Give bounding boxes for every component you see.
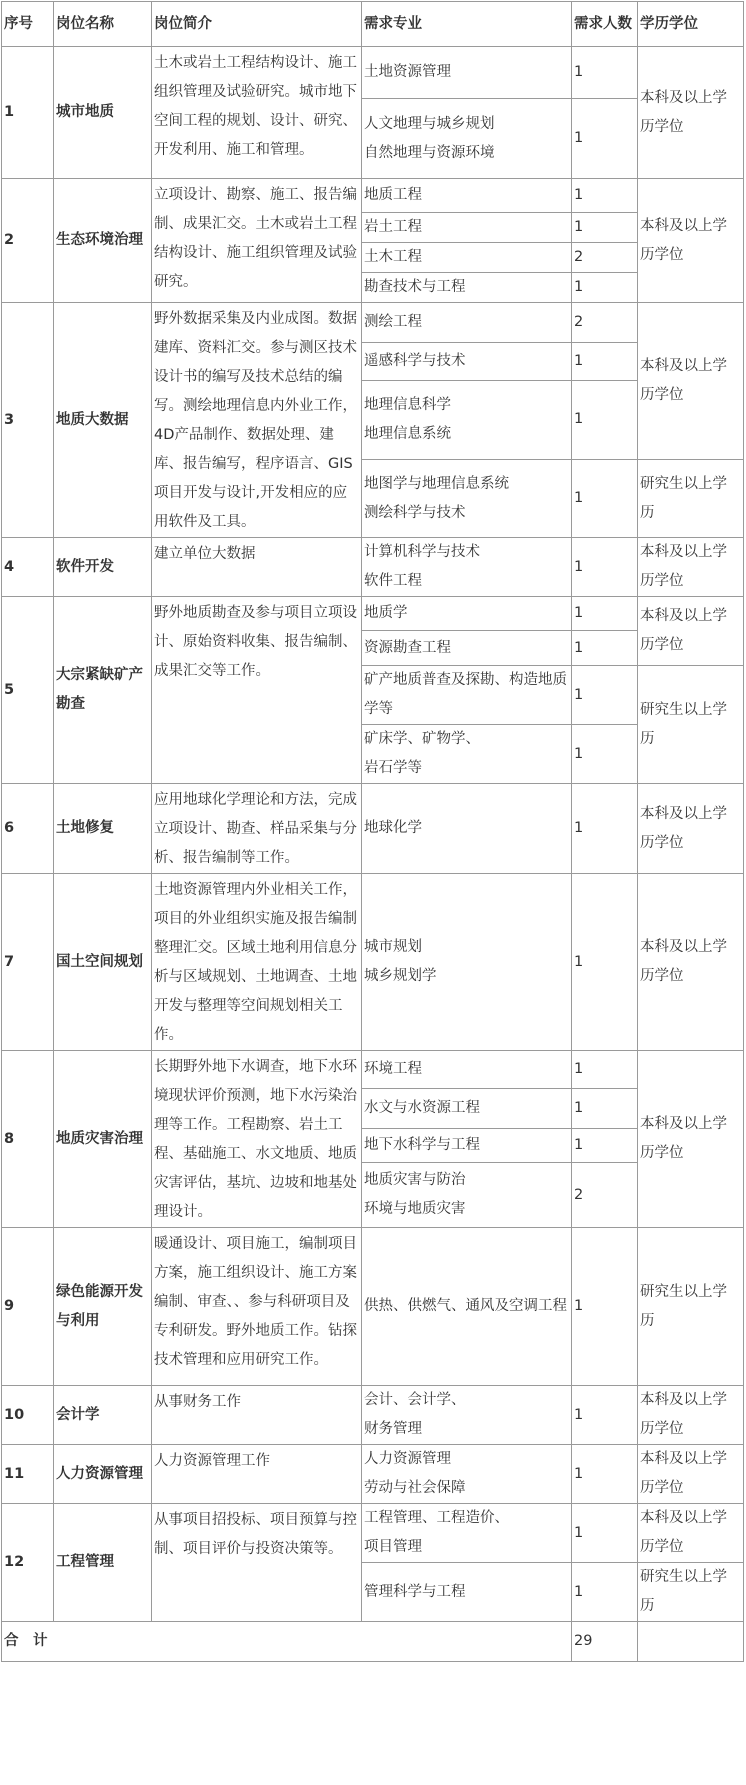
major-line: 地质工程 — [364, 187, 422, 203]
header-degree: 学历学位 — [638, 2, 744, 47]
required-count: 1 — [572, 1445, 638, 1504]
required-count: 2 — [572, 243, 638, 273]
position-name: 软件开发 — [54, 538, 152, 597]
recruitment-table — [1, 1, 744, 1662]
major-line: 土地资源管理 — [364, 64, 451, 80]
required-count: 1 — [572, 47, 638, 99]
table-row — [2, 874, 744, 1051]
major-line: 劳动与社会保障 — [364, 1480, 466, 1496]
required-count: 1 — [572, 725, 638, 784]
required-major — [362, 1228, 572, 1386]
degree-requirement: 研究生以上学历 — [638, 460, 744, 538]
required-count: 2 — [572, 303, 638, 343]
required-count: 1 — [572, 1089, 638, 1129]
major-line: 供热、供燃气、通风及空调工程 — [364, 1298, 567, 1314]
position-name: 绿色能源开发与利用 — [54, 1228, 152, 1386]
required-major — [362, 1089, 572, 1129]
degree-requirement: 本科及以上学历学位 — [638, 1504, 744, 1563]
major-line: 管理科学与工程 — [364, 1583, 466, 1600]
required-major — [362, 99, 572, 179]
row-number: 10 — [2, 1386, 54, 1445]
required-count: 1 — [572, 380, 638, 459]
position-name: 会计学 — [54, 1386, 152, 1445]
required-count: 1 — [572, 1228, 638, 1386]
required-count: 1 — [572, 1563, 638, 1622]
required-major — [362, 243, 572, 273]
required-major — [362, 1563, 572, 1622]
position-intro: 野外数据采集及内业成图。数据建库、资料汇交。参与测区技术设计书的编写及技术总结的编写。测绘地理信息内外业工作，4D产品制作、数据处理、建库、报告编写，程序语言、GIS项目开发与设计,开发相应的应用软件及工具。 — [152, 303, 362, 538]
required-count: 1 — [572, 1386, 638, 1445]
row-number: 6 — [2, 784, 54, 874]
position-intro: 建立单位大数据 — [152, 538, 362, 597]
degree-requirement: 本科及以上学历学位 — [638, 874, 744, 1051]
position-intro: 应用地球化学理论和方法，完成立项设计、勘查、样品采集与分析、报告编制等工作。 — [152, 784, 362, 874]
required-major — [362, 1163, 572, 1228]
major-line: 自然地理与资源环境 — [364, 144, 495, 161]
position-name: 大宗紧缺矿产勘查 — [54, 597, 152, 784]
degree-requirement: 本科及以上学历学位 — [638, 597, 744, 666]
table-row — [2, 1386, 744, 1445]
header-count: 需求人数 — [572, 2, 638, 47]
row-number: 5 — [2, 597, 54, 784]
row-number: 1 — [2, 47, 54, 179]
row-number: 7 — [2, 874, 54, 1051]
major-line: 城市规划 — [364, 939, 422, 955]
required-major — [362, 1504, 572, 1563]
header-major: 需求专业 — [362, 2, 572, 47]
position-intro: 立项设计、勘察、施工、报告编制、成果汇交。土木或岩土工程结构设计、施工组织管理及试验研究。 — [152, 179, 362, 303]
major-line: 人文地理与城乡规划 — [364, 115, 495, 132]
required-count: 1 — [572, 99, 638, 179]
required-major — [362, 1129, 572, 1163]
required-count: 1 — [572, 213, 638, 243]
table-body — [2, 47, 744, 1622]
major-line: 财务管理 — [364, 1421, 422, 1437]
major-line: 地质灾害与防治 — [364, 1172, 466, 1189]
table-row — [2, 597, 744, 631]
required-count: 1 — [572, 460, 638, 538]
degree-requirement: 研究生以上学历 — [638, 1228, 744, 1386]
required-count: 1 — [572, 538, 638, 597]
position-name: 工程管理 — [54, 1504, 152, 1622]
required-major — [362, 1386, 572, 1445]
table-row — [2, 47, 744, 99]
table-row — [2, 784, 744, 874]
major-line: 地下水科学与工程 — [364, 1137, 480, 1154]
major-line: 工程管理、工程造价、 — [364, 1510, 509, 1526]
degree-requirement: 本科及以上学历学位 — [638, 784, 744, 874]
position-intro: 从事财务工作 — [152, 1386, 362, 1445]
required-count: 1 — [572, 179, 638, 213]
total-count: 29 — [572, 1622, 638, 1662]
total-label: 合 计 — [2, 1622, 572, 1662]
major-line: 软件工程 — [364, 573, 422, 589]
header-name: 岗位名称 — [54, 2, 152, 47]
required-major — [362, 784, 572, 874]
degree-requirement: 研究生以上学历 — [638, 666, 744, 784]
major-line: 项目管理 — [364, 1539, 422, 1555]
required-count: 2 — [572, 1163, 638, 1228]
position-intro: 野外地质勘查及参与项目立项设计、原始资料收集、报告编制、成果汇交等工作。 — [152, 597, 362, 784]
row-number: 3 — [2, 303, 54, 538]
position-name: 人力资源管理 — [54, 1445, 152, 1504]
position-intro: 长期野外地下水调查，地下水环境现状评价预测，地下水污染治理等工作。工程勘察、岩土工程、基础施工、水文地质、地质灾害评估，基坑、边坡和地基处理设计。 — [152, 1051, 362, 1228]
major-line: 测绘工程 — [364, 314, 422, 331]
header-row — [2, 2, 744, 47]
position-intro: 土木或岩土工程结构设计、施工组织管理及试验研究。城市地下空间工程的规划、设计、研究、开发利用、施工和管理。 — [152, 47, 362, 179]
header-intro: 岗位简介 — [152, 2, 362, 47]
degree-requirement: 本科及以上学历学位 — [638, 179, 744, 303]
required-major — [362, 179, 572, 213]
major-line: 测绘科学与技术 — [364, 504, 466, 521]
required-major — [362, 460, 572, 538]
position-name: 地质灾害治理 — [54, 1051, 152, 1228]
row-number: 12 — [2, 1504, 54, 1622]
required-major — [362, 273, 572, 303]
major-line: 城乡规划学 — [364, 968, 437, 984]
position-name: 土地修复 — [54, 784, 152, 874]
degree-requirement: 本科及以上学历学位 — [638, 1051, 744, 1228]
row-number: 9 — [2, 1228, 54, 1386]
required-major — [362, 725, 572, 784]
required-count: 1 — [572, 597, 638, 631]
position-name: 生态环境治理 — [54, 179, 152, 303]
header-no: 序号 — [2, 2, 54, 47]
required-count: 1 — [572, 1504, 638, 1563]
degree-requirement: 本科及以上学历学位 — [638, 1386, 744, 1445]
required-count: 1 — [572, 784, 638, 874]
required-count: 1 — [572, 343, 638, 381]
major-line: 地理信息科学 — [364, 396, 451, 413]
required-major — [362, 47, 572, 99]
major-line: 人力资源管理 — [364, 1451, 451, 1467]
major-line: 环境工程 — [364, 1061, 422, 1078]
degree-requirement: 本科及以上学历学位 — [638, 47, 744, 179]
row-number: 8 — [2, 1051, 54, 1228]
required-major — [362, 303, 572, 343]
major-line: 地理信息系统 — [364, 425, 451, 442]
table-row — [2, 538, 744, 597]
degree-requirement: 本科及以上学历学位 — [638, 303, 744, 460]
major-line: 矿产地质普查及探勘、构造地质学等 — [364, 672, 567, 717]
position-intro: 暖通设计、项目施工，编制项目方案，施工组织设计、施工方案编制、审查、、参与科研项目及专利研发。野外地质工作。钻探技术管理和应用研究工作。 — [152, 1228, 362, 1386]
position-intro: 从事项目招投标、项目预算与控制、项目评价与投资决策等。 — [152, 1504, 362, 1622]
position-intro: 土地资源管理内外业相关工作，项目的外业组织实施及报告编制整理汇交。区域土地利用信息分析与区域规划、土地调查、土地开发与整理等空间规划相关工作。 — [152, 874, 362, 1051]
major-line: 地球化学 — [364, 820, 422, 836]
row-number: 11 — [2, 1445, 54, 1504]
major-line: 会计、会计学、 — [364, 1392, 466, 1408]
required-major — [362, 597, 572, 631]
degree-requirement: 本科及以上学历学位 — [638, 1445, 744, 1504]
major-line: 土木工程 — [364, 249, 422, 265]
required-major — [362, 666, 572, 725]
required-count: 1 — [572, 273, 638, 303]
position-name: 城市地质 — [54, 47, 152, 179]
required-major — [362, 1445, 572, 1504]
row-number: 2 — [2, 179, 54, 303]
table-row — [2, 1228, 744, 1386]
major-line: 岩土工程 — [364, 219, 422, 235]
required-major — [362, 538, 572, 597]
required-major — [362, 1051, 572, 1089]
table-row — [2, 1504, 744, 1563]
table-row — [2, 303, 744, 343]
major-line: 遥感科学与技术 — [364, 353, 466, 370]
degree-requirement: 本科及以上学历学位 — [638, 538, 744, 597]
required-count: 1 — [572, 1051, 638, 1089]
major-line: 岩石学等 — [364, 760, 422, 776]
required-major — [362, 874, 572, 1051]
position-intro: 人力资源管理工作 — [152, 1445, 362, 1504]
major-line: 计算机科学与技术 — [364, 544, 480, 560]
table-row — [2, 1051, 744, 1089]
required-count: 1 — [572, 874, 638, 1051]
total-row — [2, 1622, 744, 1662]
table-row — [2, 179, 744, 213]
major-line: 地质学 — [364, 605, 408, 621]
required-major — [362, 343, 572, 381]
major-line: 环境与地质灾害 — [364, 1201, 466, 1218]
required-major — [362, 631, 572, 666]
position-name: 国土空间规划 — [54, 874, 152, 1051]
required-count: 1 — [572, 666, 638, 725]
table-row — [2, 1445, 744, 1504]
major-line: 矿床学、矿物学、 — [364, 731, 480, 747]
major-line: 水文与水资源工程 — [364, 1100, 480, 1117]
required-count: 1 — [572, 631, 638, 666]
major-line: 勘查技术与工程 — [364, 279, 466, 295]
major-line: 地图学与地理信息系统 — [364, 475, 509, 492]
total-empty — [638, 1622, 744, 1662]
position-name: 地质大数据 — [54, 303, 152, 538]
required-major — [362, 213, 572, 243]
required-major — [362, 380, 572, 459]
required-count: 1 — [572, 1129, 638, 1163]
major-line: 资源勘查工程 — [364, 639, 451, 656]
row-number: 4 — [2, 538, 54, 597]
degree-requirement: 研究生以上学历 — [638, 1563, 744, 1622]
